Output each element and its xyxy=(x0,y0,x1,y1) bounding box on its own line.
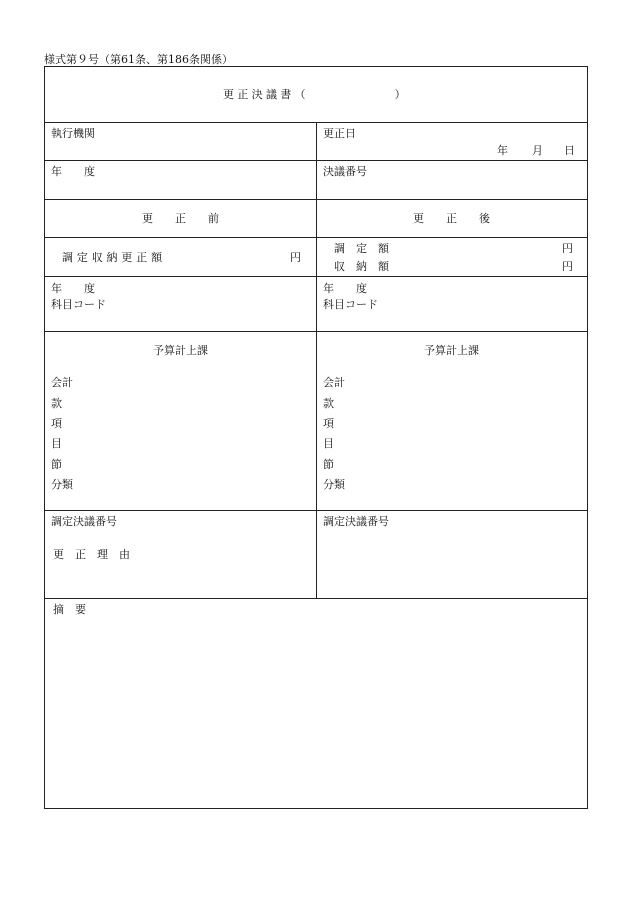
label-resolution-number: 決議番号 xyxy=(323,165,367,178)
label-moku-left: 目 xyxy=(51,437,62,450)
label-year: 年 xyxy=(497,144,508,157)
rule-8 xyxy=(45,598,587,599)
label-collection-amount: 収 納 額 xyxy=(334,260,389,273)
label-setsu-right: 節 xyxy=(323,458,334,471)
form-title: 更正決議書（ ） xyxy=(223,88,409,101)
label-kan-left: 款 xyxy=(51,397,62,410)
label-day: 日 xyxy=(564,144,575,157)
label-setsu-left: 節 xyxy=(51,458,62,471)
label-yen-assessment: 円 xyxy=(562,242,573,255)
label-subject-code-left: 科目コード xyxy=(51,298,106,311)
form-caption: 様式第９号（第61条、第186条関係） xyxy=(44,53,233,66)
label-month: 月 xyxy=(532,144,543,157)
label-before-correction: 更 正 前 xyxy=(142,212,219,225)
form-frame xyxy=(44,66,588,809)
label-executing-agency: 執行機関 xyxy=(51,127,95,140)
label-subject-code-right: 科目コード xyxy=(323,298,378,311)
label-after-correction: 更 正 後 xyxy=(413,212,490,225)
label-account-left: 会計 xyxy=(51,376,73,389)
label-kan-right: 款 xyxy=(323,397,334,410)
label-correction-reason: 更 正 理 由 xyxy=(53,548,130,561)
label-fiscal-year: 年 度 xyxy=(51,165,95,178)
column-divider xyxy=(316,122,317,598)
label-fiscal-year-right: 年 度 xyxy=(323,282,367,295)
label-budget-dept-left: 予算計上課 xyxy=(153,344,208,357)
label-kou-left: 項 xyxy=(51,417,62,430)
label-fiscal-year-left: 年 度 xyxy=(51,282,95,295)
label-assessment-amount: 調 定 額 xyxy=(334,242,389,255)
label-assessment-collection-correction: 調定収納更正額 xyxy=(62,251,166,264)
label-budget-dept-right: 予算計上課 xyxy=(424,344,479,357)
label-correction-date: 更正日 xyxy=(323,127,356,140)
label-category-left: 分類 xyxy=(51,478,73,491)
label-category-right: 分類 xyxy=(323,478,345,491)
label-moku-right: 目 xyxy=(323,437,334,450)
label-yen-collection: 円 xyxy=(562,260,573,273)
label-yen-left: 円 xyxy=(290,251,301,264)
label-summary: 摘 要 xyxy=(53,603,86,616)
label-assessment-resolution-number-right: 調定決議番号 xyxy=(323,515,389,528)
label-kou-right: 項 xyxy=(323,417,334,430)
label-account-right: 会計 xyxy=(323,376,345,389)
label-assessment-resolution-number-left: 調定決議番号 xyxy=(51,515,117,528)
